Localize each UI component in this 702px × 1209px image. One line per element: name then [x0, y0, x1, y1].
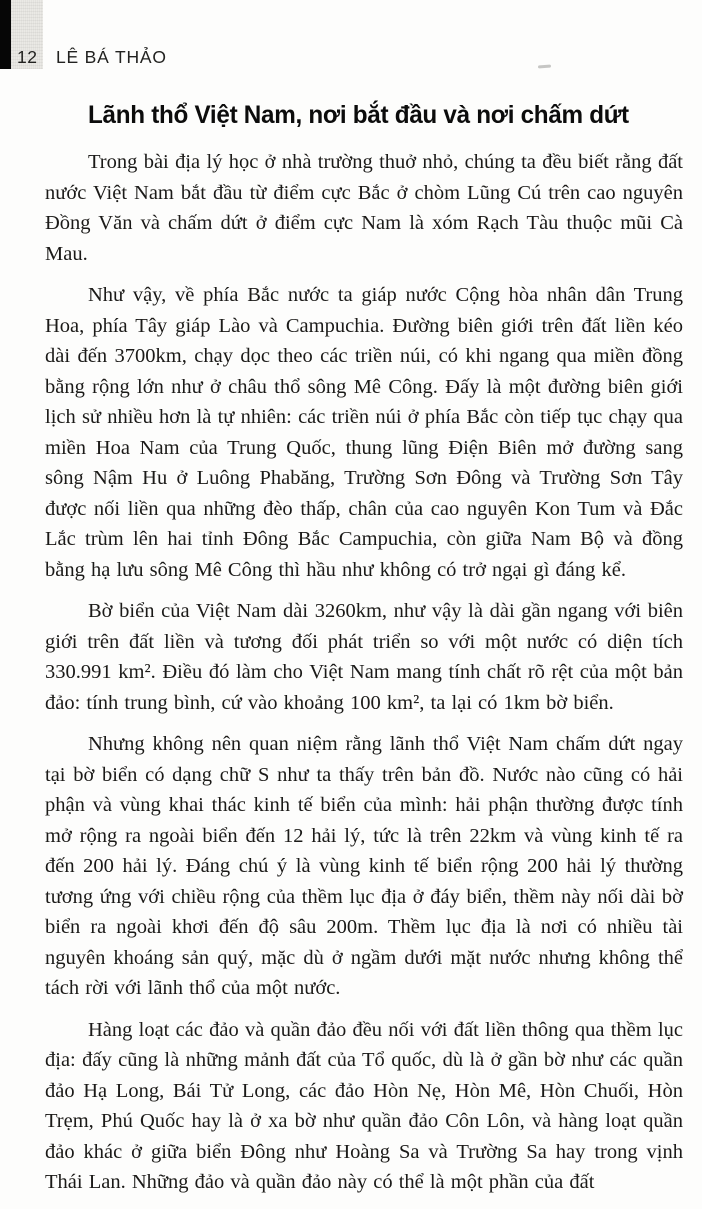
- running-header-author: LÊ BÁ THẢO: [56, 47, 167, 67]
- scan-smudge-mark: [538, 65, 551, 69]
- page-number: 12: [17, 47, 38, 67]
- body-paragraph: Hàng loạt các đảo và quần đảo đều nối với đất liền thông qua thềm lục địa: đấy cũng là những mảnh đất của Tổ quốc, dù là ở gần bờ như các quần đảo Hạ Long, Bái Tử Long, các đảo Hòn Nẹ, Hòn Mê, Hòn Chuối, Hòn Trẹm, Phú Quốc hay là ở xa bờ như quần đảo Côn Lôn, và hàng loạt quần đảo khác ở giữa biển Đông như Hoàng Sa và Trường Sa hay trong vịnh Thái Lan. Những đảo và quần đảo này có thể là một phần của đất: [45, 1018, 683, 1193]
- body-paragraph: Bờ biển của Việt Nam dài 3260km, như vậy là dài gần ngang với biên giới trên đất liền và tương đối phát triển so với một nước có diện tích 330.991 km². Điều đó làm cho Việt Nam mang tính chất rõ rệt của một bản đảo: tính trung bình, cứ vào khoảng 100 km², ta lại có 1km bờ biển.: [45, 600, 683, 714]
- body-text-column: [45, 147, 683, 1209]
- body-paragraph: Trong bài địa lý học ở nhà trường thuở nhỏ, chúng ta đều biết rằng đất nước Việt Nam bắt đầu từ điểm cực Bắc ở chòm Lũng Cú trên cao nguyên Đồng Văn và chấm dứt ở điểm cực Nam là xóm Rạch Tàu thuộc mũi Cà Mau.: [45, 151, 683, 265]
- body-paragraph: Như vậy, về phía Bắc nước ta giáp nước Cộng hòa nhân dân Trung Hoa, phía Tây giáp Lào và Campuchia. Đường biên giới trên đất liền kéo dài đến 3700km, chạy dọc theo các triền núi, có khi ngang qua miền đồng bằng rộng lớn như ở châu thổ sông Mê Công. Đấy là một đường biên giới lịch sử nhiều hơn là tự nhiên: các triền núi ở phía Bắc còn tiếp tục chạy qua miền Hoa Nam của Trung Quốc, thung lũng Điện Biên mở đường sang sông Nậm Hu ở Luông Phabăng, Trường Sơn Đông và Trường Sơn Tây được nối liền qua những đèo thấp, chân của cao nguyên Kon Tum và Đắc Lắc trùm lên hai tỉnh Đông Bắc Campuchia, còn giữa Nam Bộ và đồng bằng hạ lưu sông Mê Công thì hầu như không có trở ngại gì đáng kể.: [45, 284, 683, 581]
- body-paragraph: Nhưng không nên quan niệm rằng lãnh thổ Việt Nam chấm dứt ngay tại bờ biển có dạng chữ S như ta thấy trên bản đồ. Nước nào cũng có hải phận và vùng khai thác kinh tế biển của mình: hải phận thường được tính mở rộng ra ngoài biển đến 12 hải lý, tức là trên 22km và vùng kinh tế ra đến 200 hải lý. Đáng chú ý là vùng kinh tế biển rộng 200 hải lý thường tương ứng với chiều rộng của thềm lục địa ở đáy biển, thềm này nối dài bờ biển ra ngoài khơi đến độ sâu 200m. Thềm lục địa là nơi có nhiều tài nguyên khoáng sản quý, mặc dù ở ngầm dưới mặt nước nhưng không thể tách rời với lãnh thổ của một nước.: [45, 733, 683, 999]
- scan-edge-bar: [0, 0, 11, 69]
- chapter-heading: Lãnh thổ Việt Nam, nơi bắt đầu và nơi chấm dứt: [88, 101, 629, 129]
